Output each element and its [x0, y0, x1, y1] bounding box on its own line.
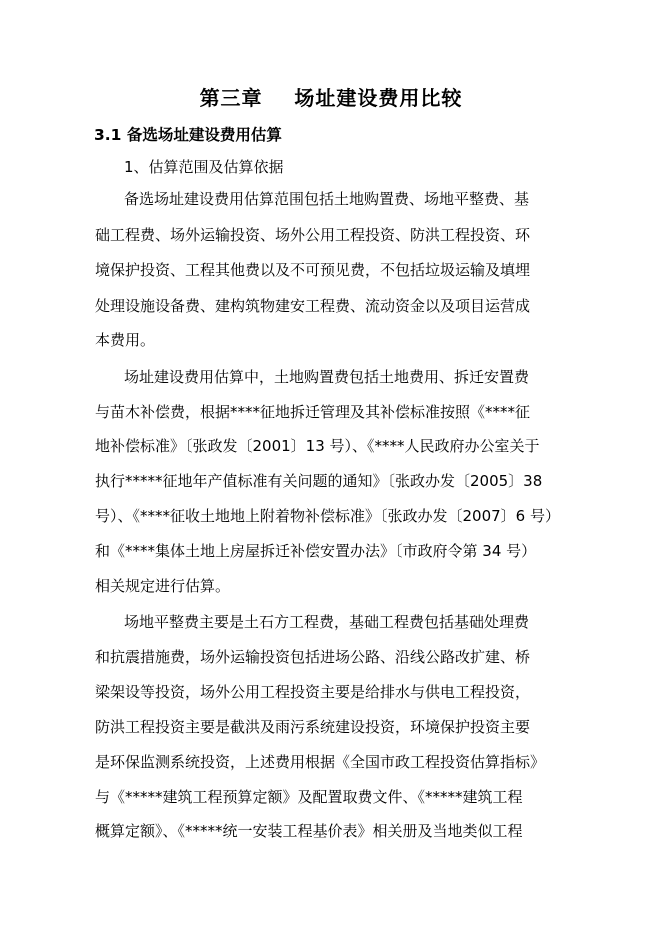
paragraph-line: 执行*****征地年产值标准有关问题的通知》〔张政办发〔2005〕38	[95, 472, 543, 490]
paragraph-line: 备选场址建设费用估算范围包括土地购置费、场地平整费、基	[124, 190, 530, 208]
paragraph-line: 处理设施设备费、建构筑物建安工程费、流动资金以及项目运营成	[95, 297, 531, 315]
paragraph-line: 和抗震措施费，场外运输投资包括进场公路、沿线公路改扩建、桥	[95, 648, 531, 666]
paragraph-line: 地补偿标准》〔张政发〔2001〕13 号）、《****人民政府办公室关于	[95, 437, 540, 455]
paragraph-line: 梁架设等投资，场外公用工程投资主要是给排水与供电工程投资，	[95, 683, 531, 701]
paragraph-line: 与苗木补偿费，根据****征地拆迁管理及其补偿标准按照《****征	[95, 403, 531, 421]
paragraph-line: 是环保监测系统投资，上述费用根据《全国市政工程投资估算指标》	[95, 753, 546, 771]
paragraph-line: 境保护投资、工程其他费以及不可预见费，不包括垃圾运输及填埋	[95, 261, 531, 279]
paragraph-line: 本费用。	[95, 331, 156, 349]
paragraph-line: 与《*****建筑工程预算定额》及配置取费文件、《*****建筑工程	[95, 788, 523, 806]
subsection-heading: 1、估算范围及估算依据	[124, 158, 284, 176]
paragraph-line: 相关规定进行估算。	[95, 577, 231, 595]
paragraph-line: 防洪工程投资主要是截洪及雨污系统建设投资，环境保护投资主要	[95, 718, 531, 736]
paragraph-line: 概算定额》、《*****统一安装工程基价表》相关册及当地类似工程	[95, 822, 523, 840]
paragraph-line: 场址建设费用估算中，土地购置费包括土地费用、拆迁安置费	[124, 368, 530, 386]
paragraph-line: 和《****集体土地上房屋拆迁补偿安置办法》〔市政府令第 34 号）	[95, 542, 537, 560]
chapter-title: 第三章 场址建设费用比较	[199, 86, 463, 110]
paragraph-line: 础工程费、场外运输投资、场外公用工程投资、防洪工程投资、环	[95, 226, 531, 244]
section-heading: 3.1 备选场址建设费用估算	[94, 126, 282, 144]
paragraph-line: 场地平整费主要是土石方工程费，基础工程费包括基础处理费	[124, 613, 530, 631]
paragraph-line: 号）、《****征收土地地上附着物补偿标准》〔张政办发〔2007〕6 号）	[95, 507, 560, 525]
